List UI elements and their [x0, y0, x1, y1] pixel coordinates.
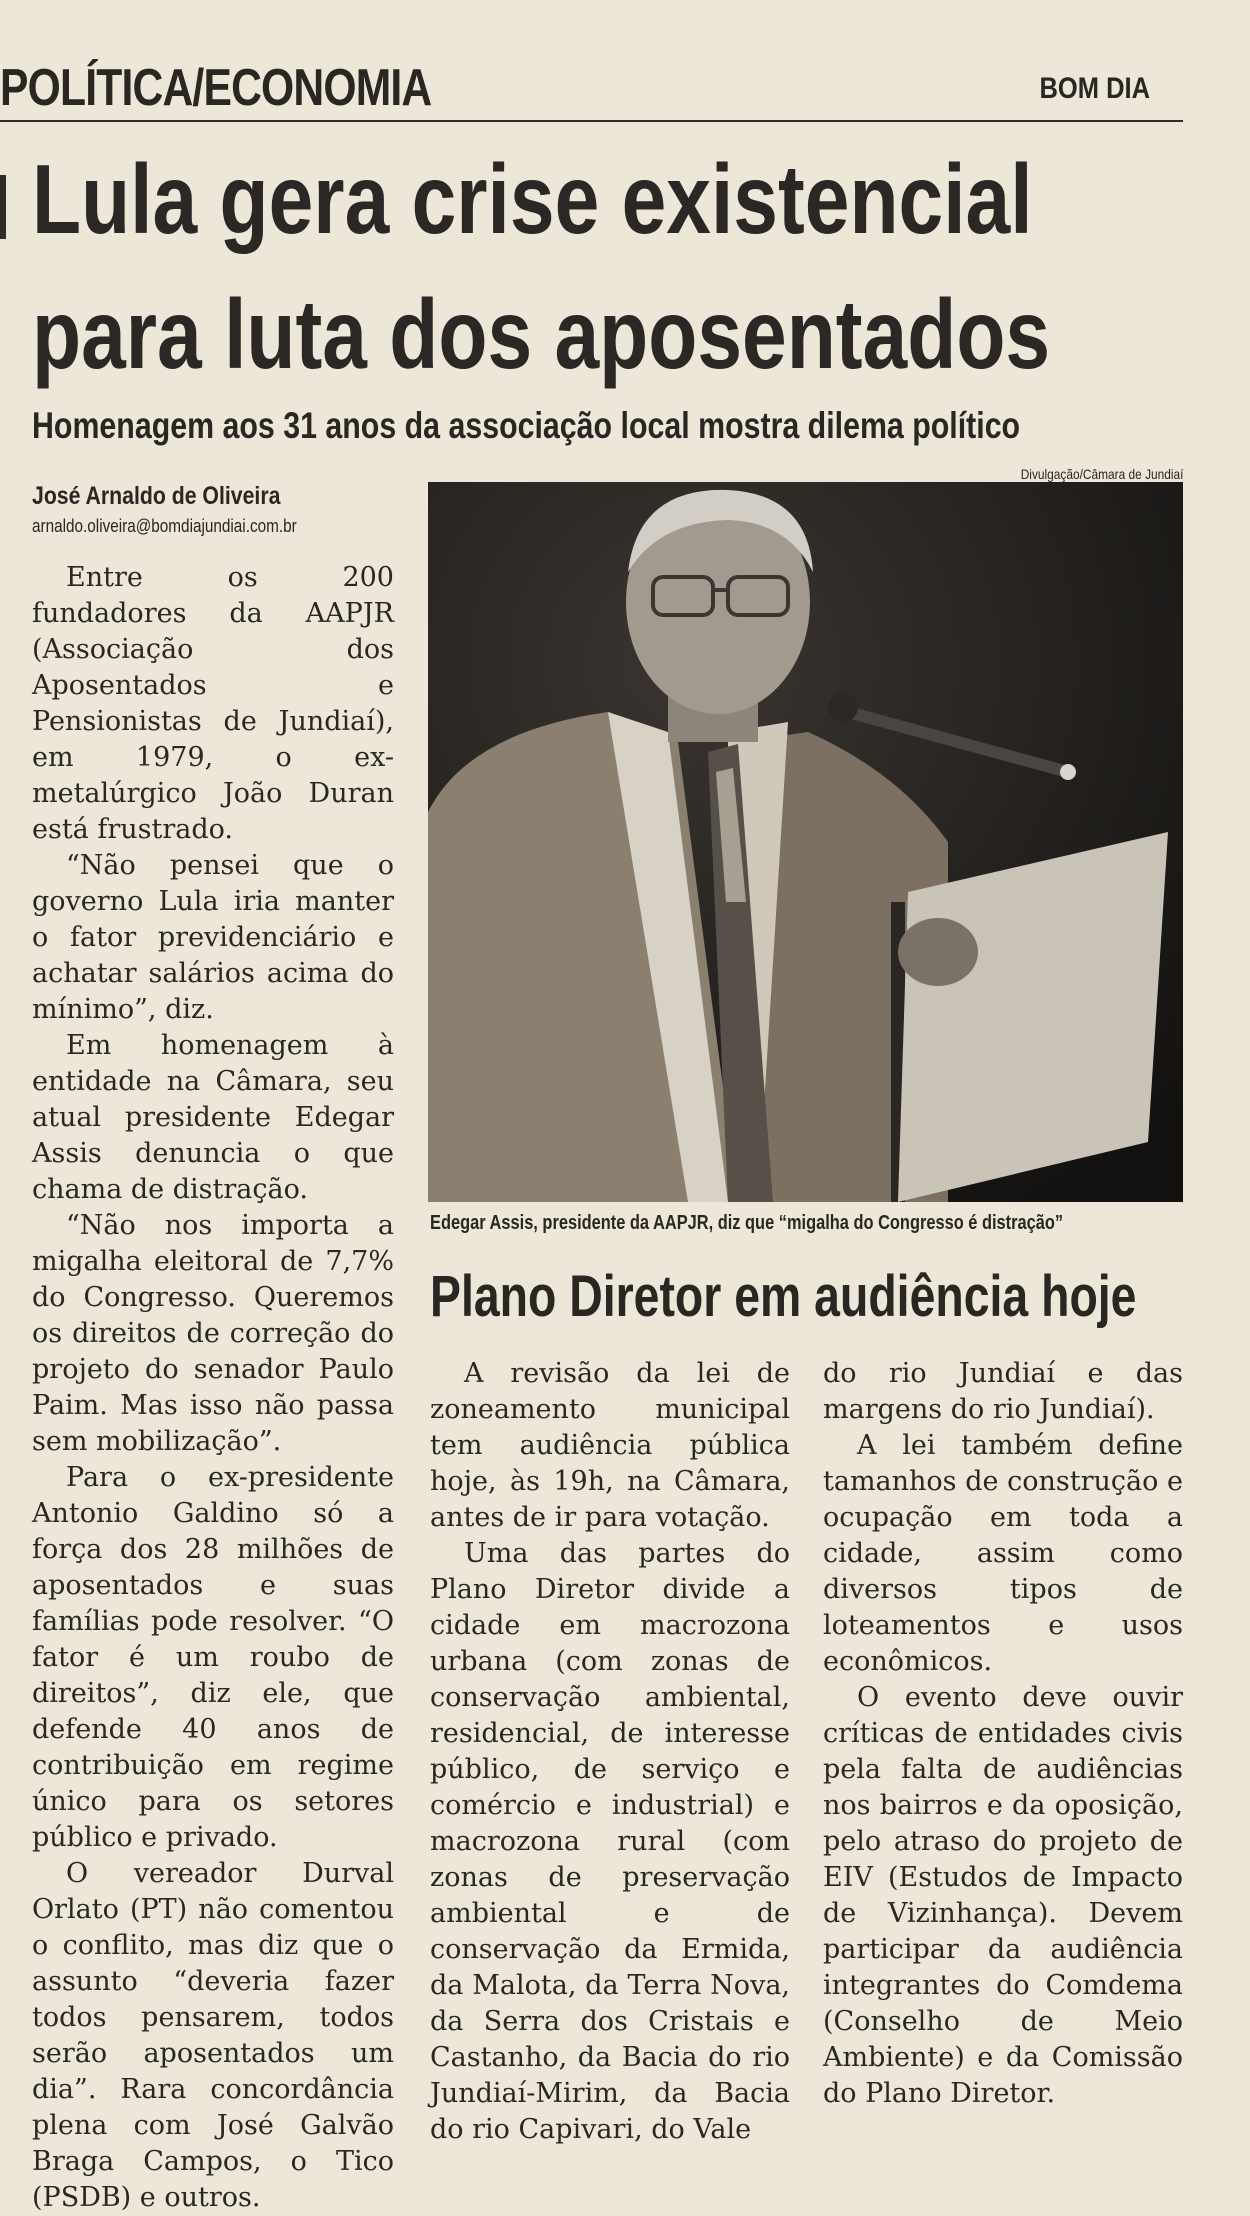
byline-author: José Arnaldo de Oliveira	[32, 482, 281, 510]
article-paragraph: Entre os 200 fundadores da AAPJR (Associação dos Aposentados e Pensionistas de Jundiaí), em 1979, o ex-metalúrgico João Duran está frustrado.	[32, 562, 394, 845]
speaker-photo-illustration	[428, 482, 1183, 1202]
article-photo	[428, 482, 1183, 1202]
article2-paragraph: O evento deve ouvir críticas de entidades civis pela falta de audiências nos bairros e da oposição, pelo atraso do projeto de EIV (Estudos de Impacto de Vizinhança). Devem participar da audiência integrantes do Comdema (Conselho de Meio Ambiente) e da Comissão do Plano Diretor.	[823, 1682, 1183, 2109]
article-paragraph: “Não nos importa a migalha eleitoral de 7,7% do Congresso. Queremos os direitos de correção do projeto do senador Paulo Paim. Mas isso não passa sem mobilização”.	[32, 1210, 394, 1457]
headline-line-1: Lula gera crise existencial	[32, 144, 1033, 254]
section-label: POLÍTICA/ECONOMIA	[0, 59, 432, 117]
photo-caption: Edegar Assis, presidente da AAPJR, diz que “migalha do Congresso é distração”	[430, 1212, 1064, 1234]
article2-column-1	[430, 1356, 790, 2148]
article2-paragraph: A revisão da lei de zoneamento municipal tem audiência pública hoje, às 19h, na Câmara, antes de ir para votação.	[430, 1358, 790, 1533]
article2-paragraph: A lei também define tamanhos de construção e ocupação em toda a cidade, assim como diversos tipos de loteamentos e usos econômicos.	[823, 1430, 1183, 1677]
article-body-column	[32, 560, 394, 2216]
article-paragraph: O vereador Durval Orlato (PT) não comentou o conflito, mas diz que o assunto “deveria fazer todos pensarem, todos serão aposentados um dia”. Rara concordância plena com José Galvão Braga Campos, o Tico (PSDB) e outros.	[32, 1858, 394, 2213]
subheadline: Homenagem aos 31 anos da associação local mostra dilema político	[32, 405, 1021, 446]
article-paragraph: Para o ex-presidente Antonio Galdino só a força dos 28 milhões de aposentados e suas famílias pode resolver. “O fator é um roubo de direitos”, diz ele, que defende 40 anos de contribuição em regime único para os setores público e privado.	[32, 1462, 394, 1853]
article-paragraph: “Não pensei que o governo Lula iria manter o fator previdenciário e achatar salários acima do mínimo”, diz.	[32, 850, 394, 1025]
byline-email: arnaldo.oliveira@bomdiajundiai.com.br	[32, 516, 297, 536]
header-rule	[0, 120, 1183, 122]
headline-line-2: para luta dos aposentados	[32, 279, 1051, 389]
publication-name: BOM DIA	[1039, 72, 1150, 105]
photo-credit: Divulgação/Câmara de Jundiaí	[1020, 466, 1183, 482]
article2-column-2	[823, 1356, 1183, 2112]
article2-paragraph: do rio Jundiaí e das margens do rio Jundiaí).	[823, 1358, 1183, 1425]
article-paragraph: Em homenagem à entidade na Câmara, seu atual presidente Edegar Assis denuncia o que chama de distração.	[32, 1030, 394, 1205]
article2-title: Plano Diretor em audiência hoje	[430, 1264, 1137, 1329]
article2-paragraph: Uma das partes do Plano Diretor divide a cidade em macrozona urbana (com zonas de conservação ambiental, residencial, de interesse público, de serviço e comércio e industrial) e macrozona rural (com zonas de preservação ambiental e de conservação da Ermida, da Malota, da Terra Nova, da Serra dos Cristais e Castanho, da Bacia do rio Jundiaí-Mirim, da Bacia do rio Capivari, do Vale	[430, 1538, 790, 2145]
column-marker	[0, 175, 6, 239]
